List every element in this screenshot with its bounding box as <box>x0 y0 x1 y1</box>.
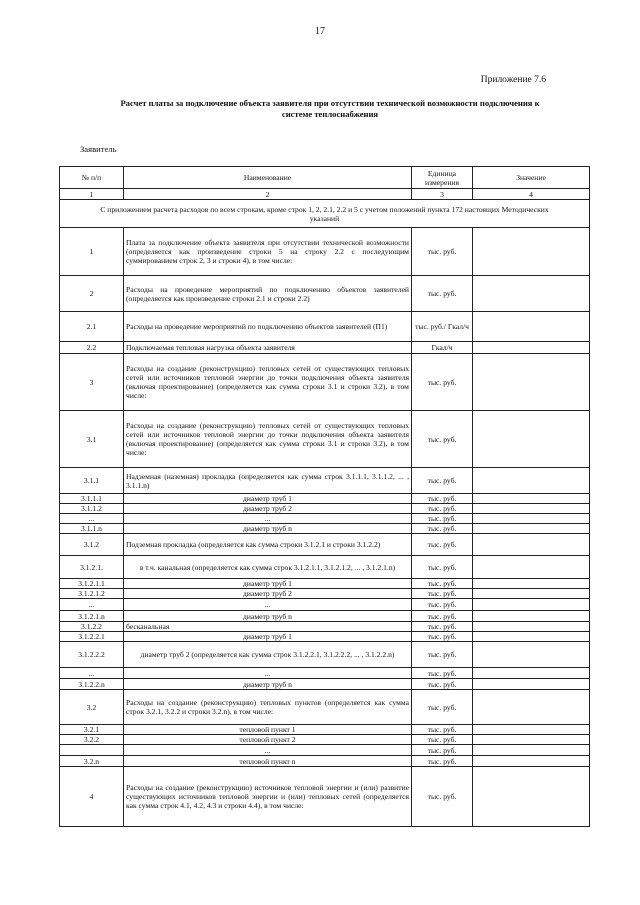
row-unit: тыс. руб. <box>412 642 473 668</box>
row-num: 3.2.1 <box>60 725 124 735</box>
row-name: ... <box>124 514 412 524</box>
table-row <box>60 228 590 276</box>
row-value <box>473 556 590 579</box>
page-number: 17 <box>315 26 325 37</box>
row-unit: тыс. руб. <box>412 745 473 756</box>
row-num: 3.1.1 <box>60 468 124 494</box>
table-row <box>60 679 590 690</box>
row-unit: тыс. руб. <box>412 589 473 599</box>
row-name: ... <box>124 599 412 611</box>
table-row <box>60 312 590 342</box>
row-value <box>473 468 590 494</box>
row-num: 3.2.n <box>60 756 124 767</box>
row-num <box>60 745 124 756</box>
row-name: ... <box>124 745 412 756</box>
row-value <box>473 524 590 534</box>
calculation-table <box>59 166 590 827</box>
row-value <box>473 679 590 690</box>
row-num: 3.1.2.2.1 <box>60 632 124 642</box>
row-value <box>473 534 590 556</box>
row-value <box>473 276 590 312</box>
row-unit: тыс. руб. <box>412 767 473 827</box>
table-row <box>60 668 590 679</box>
row-name: диаметр труб 1 <box>124 632 412 642</box>
row-name: диаметр труб 2 (определяется как сумма строк 3.1.2.2.1, 3.1.2.2.2, ... , 3.1.2.2.n) <box>124 642 412 668</box>
row-value <box>473 342 590 354</box>
row-value <box>473 411 590 468</box>
table-row <box>60 642 590 668</box>
row-value <box>473 514 590 524</box>
row-unit: тыс. руб. <box>412 668 473 679</box>
row-name: ... <box>124 668 412 679</box>
table-row <box>60 514 590 524</box>
row-unit: тыс. руб. <box>412 504 473 514</box>
header-number-row <box>60 189 590 200</box>
row-num: 3.1.2.2.n <box>60 679 124 690</box>
row-value <box>473 735 590 745</box>
row-value <box>473 668 590 679</box>
header-value: Значение <box>473 167 590 189</box>
title-line-2: системе теплоснабжения <box>281 109 379 119</box>
row-value <box>473 504 590 514</box>
row-unit: тыс. руб. <box>412 276 473 312</box>
row-num: 2.2 <box>60 342 124 354</box>
row-unit: тыс. руб. <box>412 514 473 524</box>
table-row <box>60 579 590 589</box>
row-name: Расходы на проведение мероприятий по подключению объектов заявителей (П1) <box>124 312 412 342</box>
row-name: бесканальная <box>124 622 412 632</box>
row-num: 4 <box>60 767 124 827</box>
row-name: Надземная (наземная) прокладка (определяется как сумма строк 3.1.1.1, 3.1.1.2, ... , 3.1.1.n) <box>124 468 412 494</box>
table-row <box>60 276 590 312</box>
row-num: 3.1.2.1.2 <box>60 589 124 599</box>
row-unit: тыс. руб. <box>412 411 473 468</box>
row-unit: тыс. руб./ Гкал/ч <box>412 312 473 342</box>
header-number-3: 3 <box>412 189 473 200</box>
row-name: Расходы на создание (реконструкцию) источников тепловой энергии и (или) развитие существующих источников тепловой энергии и (или) тепловых сетей (определяется как сумма строк 4.1, 4.2, 4.3 и строки 4.4), в том числе: <box>124 767 412 827</box>
row-name: диаметр труб 1 <box>124 579 412 589</box>
row-name: Плата за подключение объекта заявителя при отсутствии технической возможности (определяется как произведение строки 5 на строку 2.2 с последующим суммированием строк 2, 3 и строки 4), в том числе: <box>124 228 412 276</box>
row-name: Подключаемая тепловая нагрузка объекта заявителя <box>124 342 412 354</box>
row-value <box>473 690 590 725</box>
row-unit: тыс. руб. <box>412 756 473 767</box>
row-name: диаметр труб n <box>124 524 412 534</box>
row-value <box>473 767 590 827</box>
row-unit: тыс. руб. <box>412 690 473 725</box>
row-unit: тыс. руб. <box>412 468 473 494</box>
row-unit: тыс. руб. <box>412 735 473 745</box>
row-num: 3.1.2.1.n <box>60 611 124 622</box>
row-name: тепловой пункт 2 <box>124 735 412 745</box>
appendix-label: Приложение 7.6 <box>480 75 546 85</box>
row-num: ... <box>60 599 124 611</box>
row-value <box>473 579 590 589</box>
table-row <box>60 725 590 735</box>
row-unit: тыс. руб. <box>412 622 473 632</box>
table-row <box>60 589 590 599</box>
row-num: 3.1.2.1. <box>60 556 124 579</box>
row-num: 3 <box>60 354 124 411</box>
note-row <box>60 200 590 228</box>
row-value <box>473 611 590 622</box>
row-unit: тыс. руб. <box>412 579 473 589</box>
row-unit: тыс. руб. <box>412 524 473 534</box>
row-num: 3.1.1.1 <box>60 494 124 504</box>
row-name: диаметр труб 2 <box>124 589 412 599</box>
row-name: тепловой пункт 1 <box>124 725 412 735</box>
table-row <box>60 599 590 611</box>
row-unit: тыс. руб. <box>412 494 473 504</box>
table-row <box>60 745 590 756</box>
row-value <box>473 494 590 504</box>
header-unit: Единица измерения <box>412 167 473 189</box>
table-row <box>60 354 590 411</box>
row-num: 3.1 <box>60 411 124 468</box>
row-name: тепловой пункт n <box>124 756 412 767</box>
row-num: 1 <box>60 228 124 276</box>
row-value <box>473 312 590 342</box>
row-num: 3.1.1.2 <box>60 504 124 514</box>
header-name: Наименование <box>124 167 412 189</box>
table-row <box>60 556 590 579</box>
row-name: диаметр труб n <box>124 679 412 690</box>
row-unit: тыс. руб. <box>412 534 473 556</box>
row-value <box>473 599 590 611</box>
row-unit: тыс. руб. <box>412 632 473 642</box>
table-row <box>60 504 590 514</box>
row-name: в т.ч. канальная (определяется как сумма строк 3.1.2.1.1, 3.1.2.1.2, ... , 3.1.2.1.n) <box>124 556 412 579</box>
row-unit: тыс. руб. <box>412 611 473 622</box>
table-row <box>60 611 590 622</box>
row-value <box>473 725 590 735</box>
row-name: Расходы на создание (реконструкцию) тепловых сетей от существующих тепловых сетей или источников тепловой энергии до точки подключения объекта заявителя (включая проектирование) (определяется как сумма строки 3.1 и строки 3.2), в том числе: <box>124 411 412 468</box>
row-value <box>473 756 590 767</box>
row-value <box>473 589 590 599</box>
row-name: Расходы на проведение мероприятий по подключению объектов заявителей (определяется как произведение строки 2.1 и строки 2.2) <box>124 276 412 312</box>
note-cell: С приложением расчета расходов по всем строкам, кроме строк 1, 2, 2.1, 2.2 и 5 с учетом положений пункта 172 настоящих Методических указаний <box>60 200 590 228</box>
row-name: диаметр труб 2 <box>124 504 412 514</box>
row-value <box>473 745 590 756</box>
table-row <box>60 342 590 354</box>
table-row <box>60 756 590 767</box>
table-row <box>60 494 590 504</box>
row-name: Подземная прокладка (определяется как сумма строки 3.1.2.1 и строки 3.1.2.2) <box>124 534 412 556</box>
row-value <box>473 622 590 632</box>
row-unit: тыс. руб. <box>412 599 473 611</box>
header-number-4: 4 <box>473 189 590 200</box>
row-unit: Гкал/ч <box>412 342 473 354</box>
row-name: диаметр труб 1 <box>124 494 412 504</box>
table-row <box>60 622 590 632</box>
header-row <box>60 167 590 189</box>
row-unit: тыс. руб. <box>412 556 473 579</box>
row-num: 3.1.2.1.1 <box>60 579 124 589</box>
title-line-1: Расчет платы за подключение объекта заявителя при отсутствии технической возможности подключения к <box>120 98 540 108</box>
header-number-1: 1 <box>60 189 124 200</box>
row-unit: тыс. руб. <box>412 354 473 411</box>
document-title <box>60 98 600 120</box>
table-row <box>60 534 590 556</box>
row-num: 3.2.2 <box>60 735 124 745</box>
table-row <box>60 468 590 494</box>
applicant-label: Заявитель <box>80 144 117 154</box>
row-num: ... <box>60 514 124 524</box>
row-num: 3.1.2.2.2 <box>60 642 124 668</box>
table-row <box>60 690 590 725</box>
row-num: 3.1.2.2 <box>60 622 124 632</box>
row-name: Расходы на создание (реконструкцию) тепловых пунктов (определяется как сумма строк 3.2.1, 3.2.2 и строки 3.2.n), в том числе: <box>124 690 412 725</box>
row-num: 2 <box>60 276 124 312</box>
row-unit: тыс. руб. <box>412 679 473 690</box>
row-num: 3.1.2 <box>60 534 124 556</box>
row-value <box>473 642 590 668</box>
row-value <box>473 228 590 276</box>
table-row <box>60 735 590 745</box>
row-name: Расходы на создание (реконструкцию) тепловых сетей от существующих тепловых сетей или источников тепловой энергии до точки подключения объекта заявителя (включая проектирование) (определяется как сумма строки 3.1 и строки 3.2), в том числе: <box>124 354 412 411</box>
row-value <box>473 632 590 642</box>
row-unit: тыс. руб. <box>412 725 473 735</box>
row-unit: тыс. руб. <box>412 228 473 276</box>
header-num: № п/п <box>60 167 124 189</box>
table-row <box>60 411 590 468</box>
row-num: 3.1.1.n <box>60 524 124 534</box>
row-num: ... <box>60 668 124 679</box>
table-row <box>60 767 590 827</box>
table-row <box>60 632 590 642</box>
row-num: 3.2 <box>60 690 124 725</box>
header-number-2: 2 <box>124 189 412 200</box>
row-num: 2.1 <box>60 312 124 342</box>
row-name: диаметр труб n <box>124 611 412 622</box>
row-value <box>473 354 590 411</box>
table-row <box>60 524 590 534</box>
